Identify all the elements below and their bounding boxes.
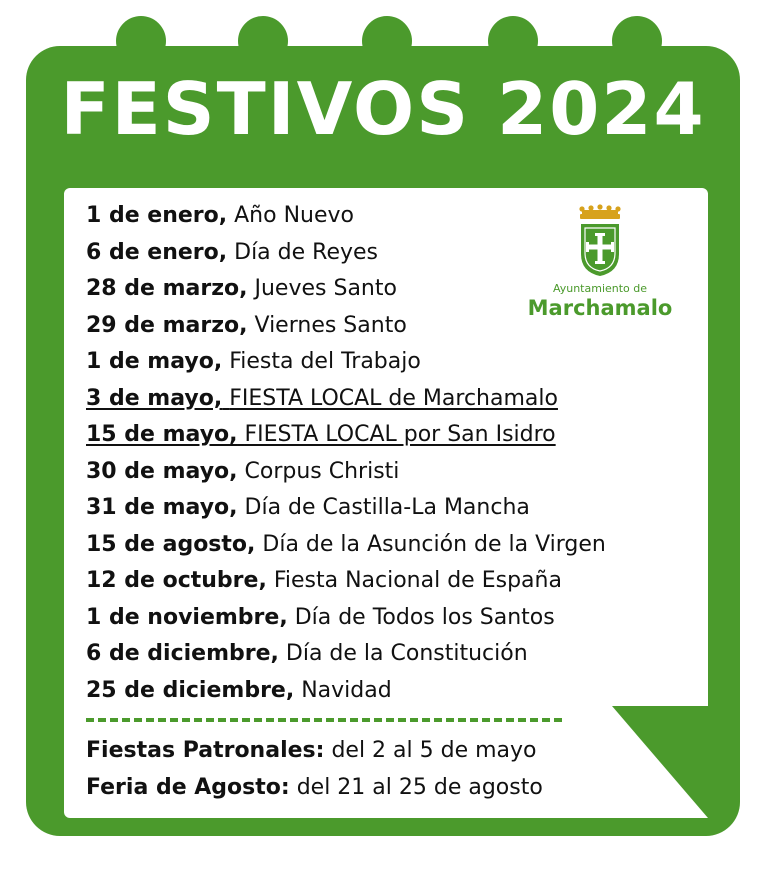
- holiday-name: Viernes Santo: [254, 312, 407, 338]
- holiday-item: [86, 198, 606, 235]
- holiday-item: [86, 235, 606, 272]
- holiday-item: [86, 308, 606, 345]
- holiday-item: [86, 490, 606, 527]
- page-curl: [612, 706, 708, 818]
- holiday-date: 30 de mayo,: [86, 458, 238, 484]
- holiday-name: Día de la Constitución: [285, 641, 528, 666]
- holiday-date: 15 de agosto,: [86, 531, 256, 557]
- holiday-date: 1 de noviembre,: [86, 604, 288, 630]
- holiday-name: Jueves Santo: [254, 276, 397, 301]
- holiday-item: [86, 344, 606, 381]
- holiday-item: [86, 600, 606, 637]
- holiday-date: 28 de marzo,: [86, 276, 248, 301]
- holiday-name: Día de la Asunción de la Virgen: [262, 531, 606, 557]
- logo-name: Marchamalo: [527, 296, 673, 320]
- events-list: [86, 732, 543, 806]
- holiday-date: 3 de mayo,: [86, 385, 223, 411]
- holiday-date: 1 de mayo,: [86, 349, 223, 374]
- holiday-name: FIESTA LOCAL por San Isidro: [244, 422, 556, 447]
- holiday-item-local: [86, 417, 606, 454]
- holiday-name: Día de Castilla-La Mancha: [244, 495, 530, 520]
- holiday-name: Año Nuevo: [234, 203, 354, 228]
- holiday-date: 1 de enero,: [86, 203, 228, 228]
- holiday-item: [86, 527, 606, 564]
- holiday-name: Día de Todos los Santos: [294, 604, 555, 630]
- event-label: Feria de Agosto:: [86, 775, 290, 800]
- event-value: del 21 al 25 de agosto: [296, 775, 543, 800]
- holiday-name: Fiesta Nacional de España: [273, 568, 562, 593]
- logo-subtitle: Ayuntamiento de: [552, 282, 648, 295]
- holiday-list: [86, 198, 606, 709]
- page-title: FESTIVOS 2024: [60, 67, 706, 151]
- holiday-item: [86, 563, 606, 600]
- holiday-name: Día de Reyes: [234, 239, 378, 265]
- holiday-date: 29 de marzo,: [86, 312, 248, 338]
- event-item: [86, 769, 543, 806]
- holiday-date: 12 de octubre,: [86, 568, 267, 593]
- holiday-item: [86, 636, 606, 673]
- dashed-divider: [86, 718, 562, 722]
- holiday-item: [86, 271, 606, 308]
- holiday-date: 15 de mayo,: [86, 422, 238, 447]
- holiday-date: 31 de mayo,: [86, 495, 238, 520]
- holiday-name: Corpus Christi: [244, 458, 400, 484]
- holiday-item: [86, 673, 606, 710]
- event-item: [86, 732, 543, 769]
- event-value: del 2 al 5 de mayo: [331, 738, 537, 763]
- holiday-name: Fiesta del Trabajo: [229, 349, 421, 374]
- holiday-item: [86, 454, 606, 491]
- holiday-item-local: [86, 381, 606, 418]
- holiday-name: Navidad: [301, 677, 392, 703]
- holiday-date: 25 de diciembre,: [86, 677, 295, 703]
- holiday-date: 6 de diciembre,: [86, 641, 279, 666]
- event-label: Fiestas Patronales:: [86, 738, 325, 763]
- holiday-name: FIESTA LOCAL de Marchamalo: [229, 385, 558, 411]
- holiday-date: 6 de enero,: [86, 239, 228, 265]
